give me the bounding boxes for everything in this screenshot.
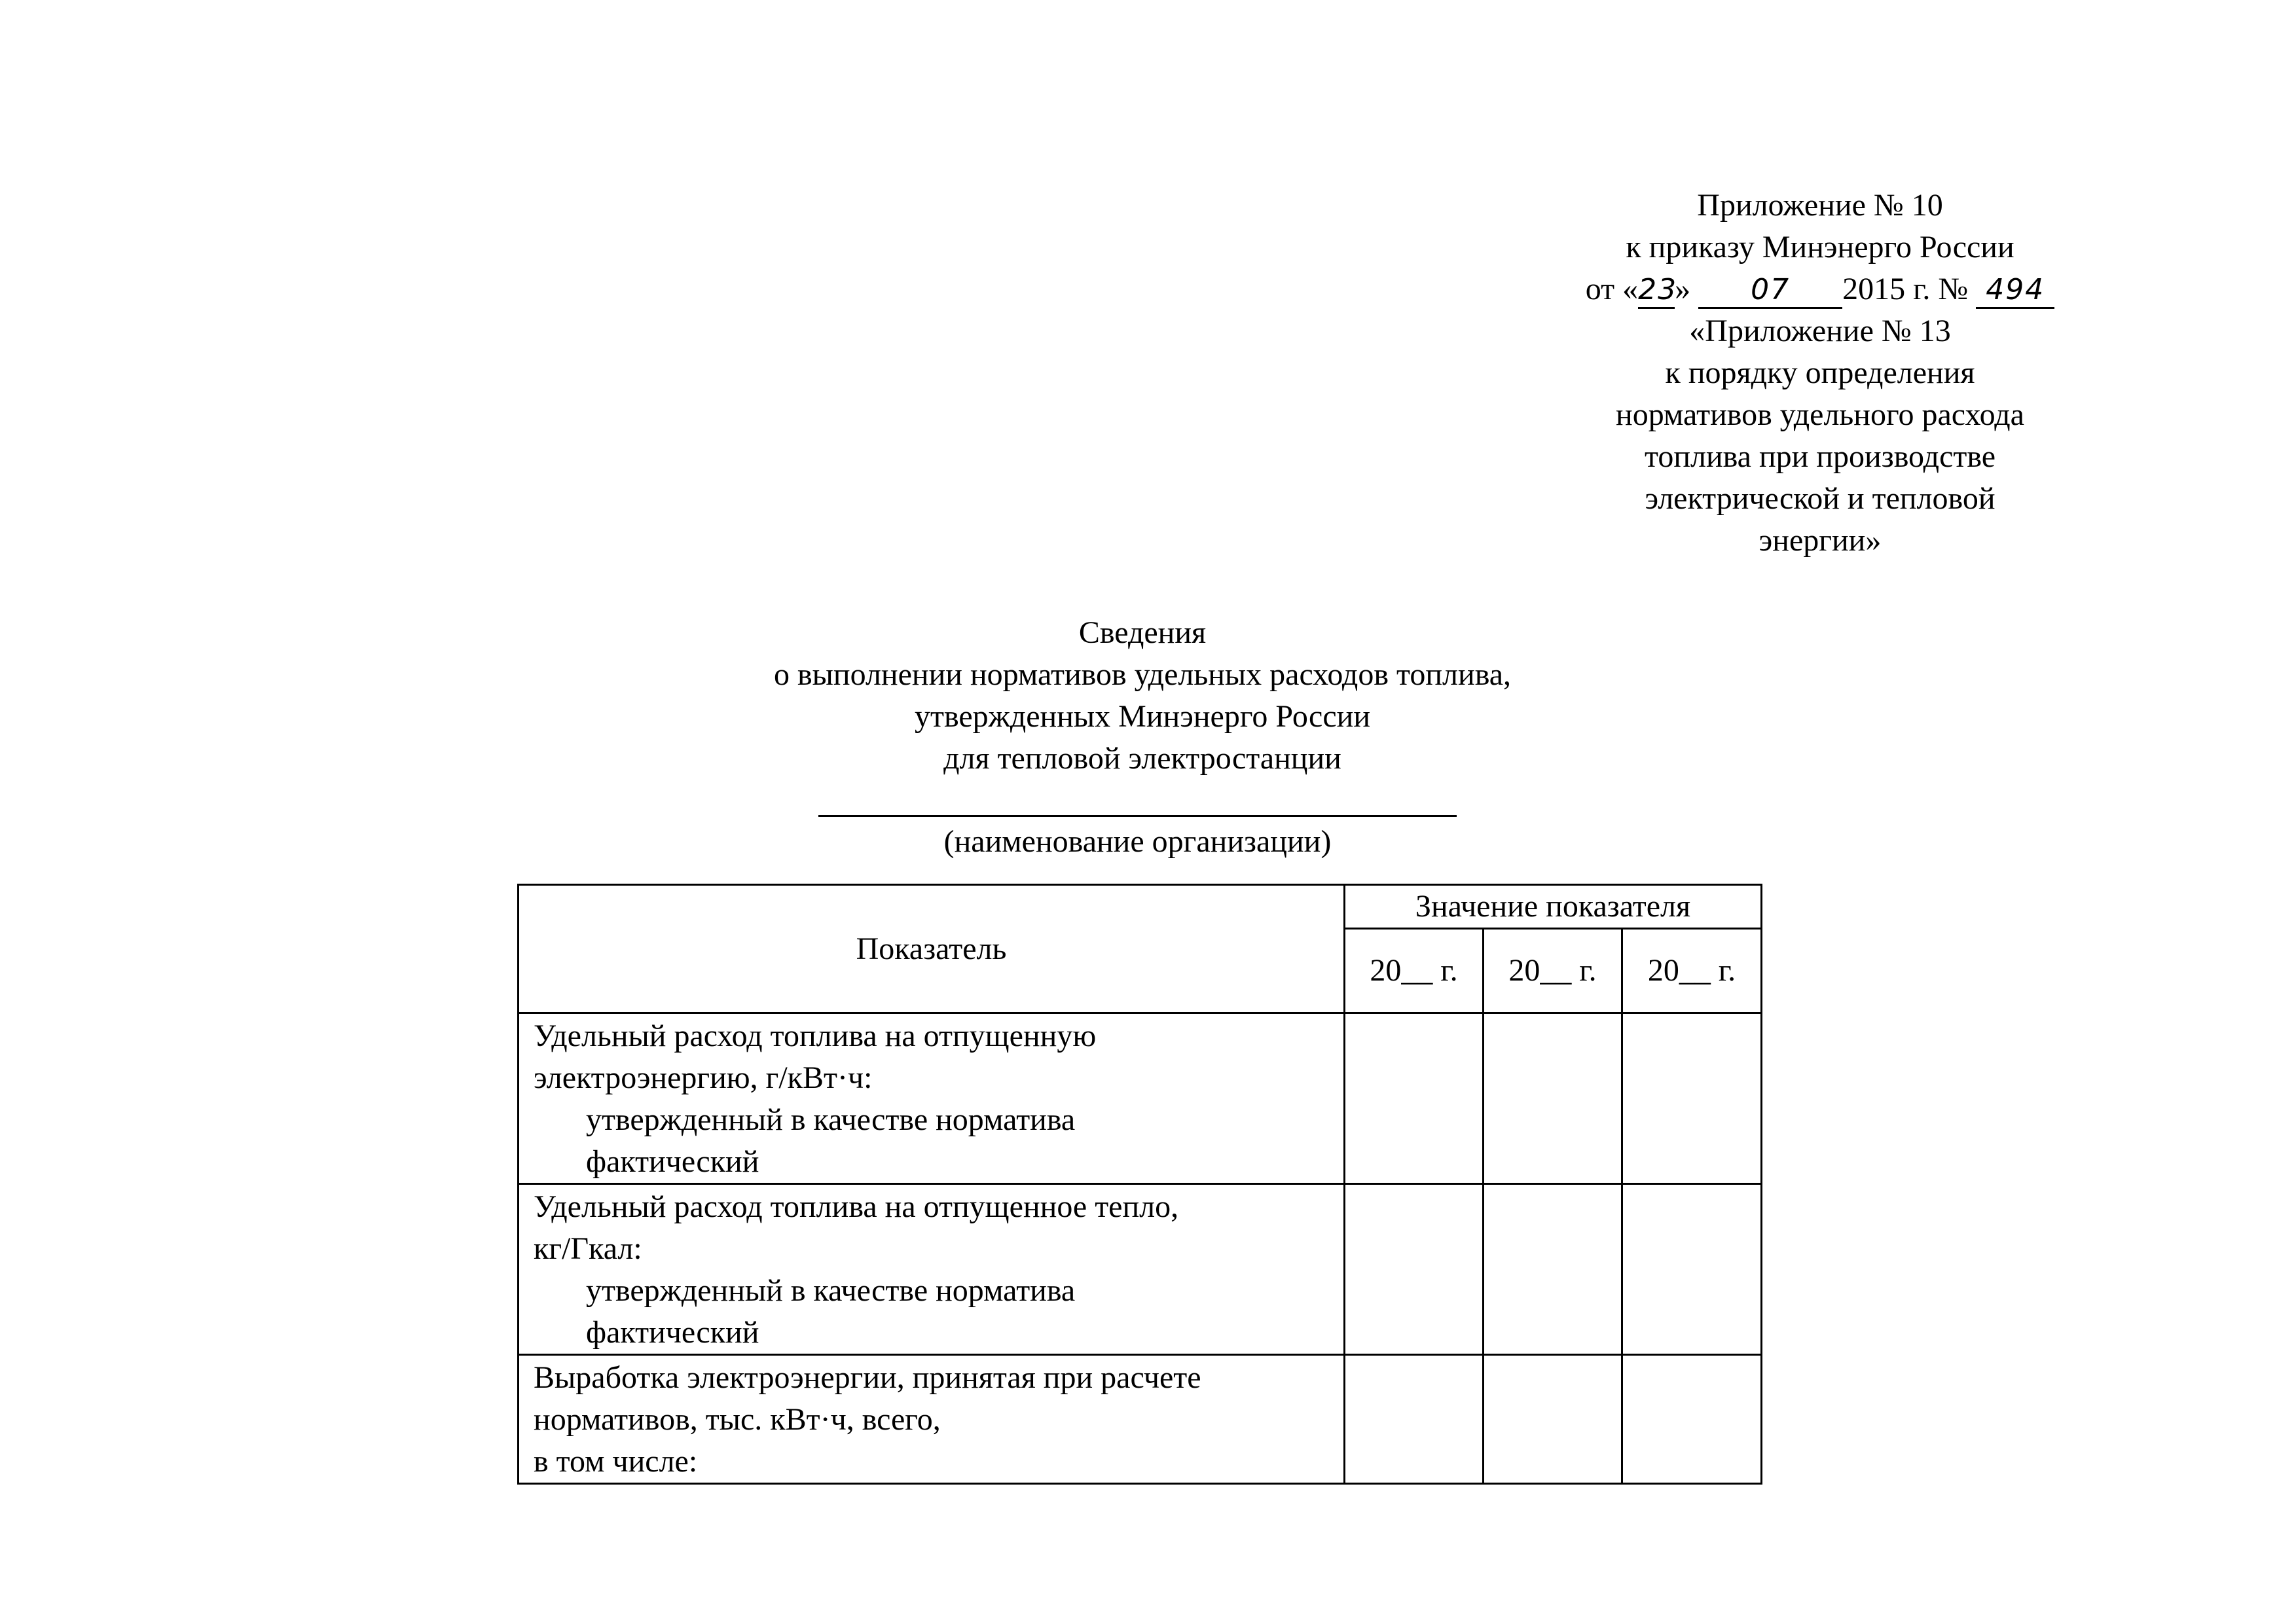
indicators-table [517, 884, 1762, 1485]
organization-name-field[interactable] [818, 815, 1457, 817]
row-label [519, 1355, 1345, 1484]
handwritten-day: 23 [1638, 273, 1675, 309]
value-cell[interactable] [1484, 1013, 1622, 1184]
appendix-header [1493, 185, 2147, 562]
value-cell[interactable] [1484, 1355, 1622, 1484]
title-line-2: о выполнении нормативов удельных расходов топлива, [773, 657, 1512, 692]
order-date-line [1493, 268, 2147, 310]
sub-appendix-line5: к порядку определения [1665, 355, 1975, 390]
value-cell[interactable] [1622, 1184, 1762, 1355]
value-cell[interactable] [1622, 1355, 1762, 1484]
row-text: электроэнергию, г/кВт·ч: [534, 1060, 873, 1095]
title-line-1: Сведения [1078, 615, 1207, 650]
value-cell[interactable] [1484, 1184, 1622, 1355]
row-subitem: утвержденный в качестве норматива [586, 1102, 1076, 1137]
row-text: Удельный расход топлива на отпущенную [534, 1019, 1097, 1053]
row-text: Выработка электроэнергии, принятая при расчете [534, 1360, 1201, 1395]
row-text: в том числе: [534, 1444, 698, 1479]
row-subitem: фактический [586, 1315, 759, 1350]
table-row [519, 1184, 1762, 1355]
row-text: Удельный расход топлива на отпущенное тепло, [534, 1189, 1179, 1224]
value-cell[interactable] [1622, 1013, 1762, 1184]
row-text: кг/Гкал: [534, 1231, 642, 1266]
date-mid: » [1675, 272, 1691, 306]
value-cell[interactable] [1345, 1184, 1484, 1355]
header-value-group: Значение показателя [1345, 885, 1762, 929]
sub-appendix-line7: топлива при производстве [1644, 439, 1996, 474]
table-row [519, 1013, 1762, 1184]
table-row [519, 1355, 1762, 1484]
sub-appendix-line9: энергии» [1758, 523, 1882, 558]
value-cell[interactable] [1345, 1013, 1484, 1184]
sub-appendix-line6: нормативов удельного расхода [1616, 397, 2024, 432]
date-prefix: от « [1585, 272, 1639, 306]
header-year-2: 20__ г. [1484, 929, 1622, 1013]
table-header-row [519, 885, 1762, 929]
row-subitem: фактический [586, 1144, 759, 1179]
handwritten-month: 07 [1698, 273, 1842, 309]
row-label [519, 1013, 1345, 1184]
order-reference: к приказу Минэнерго России [1626, 230, 2014, 264]
handwritten-order-number: 494 [1976, 273, 2054, 309]
title-line-4: для тепловой электростанции [943, 741, 1341, 776]
row-subitem: утвержденный в качестве норматива [586, 1273, 1076, 1308]
value-cell[interactable] [1345, 1355, 1484, 1484]
header-indicator: Показатель [519, 885, 1345, 1013]
date-year: 2015 г. № [1842, 272, 1969, 306]
document-title [576, 612, 1709, 780]
row-label [519, 1184, 1345, 1355]
row-text: нормативов, тыс. кВт·ч, всего, [534, 1402, 941, 1437]
title-line-3: утвержденных Минэнерго России [915, 699, 1370, 734]
sub-appendix-line8: электрической и тепловой [1645, 481, 1995, 516]
sub-appendix-number: «Приложение № 13 [1689, 314, 1951, 348]
appendix-number: Приложение № 10 [1697, 188, 1943, 223]
organization-caption: (наименование организации) [943, 824, 1332, 859]
header-year-1: 20__ г. [1345, 929, 1484, 1013]
header-year-3: 20__ г. [1622, 929, 1762, 1013]
